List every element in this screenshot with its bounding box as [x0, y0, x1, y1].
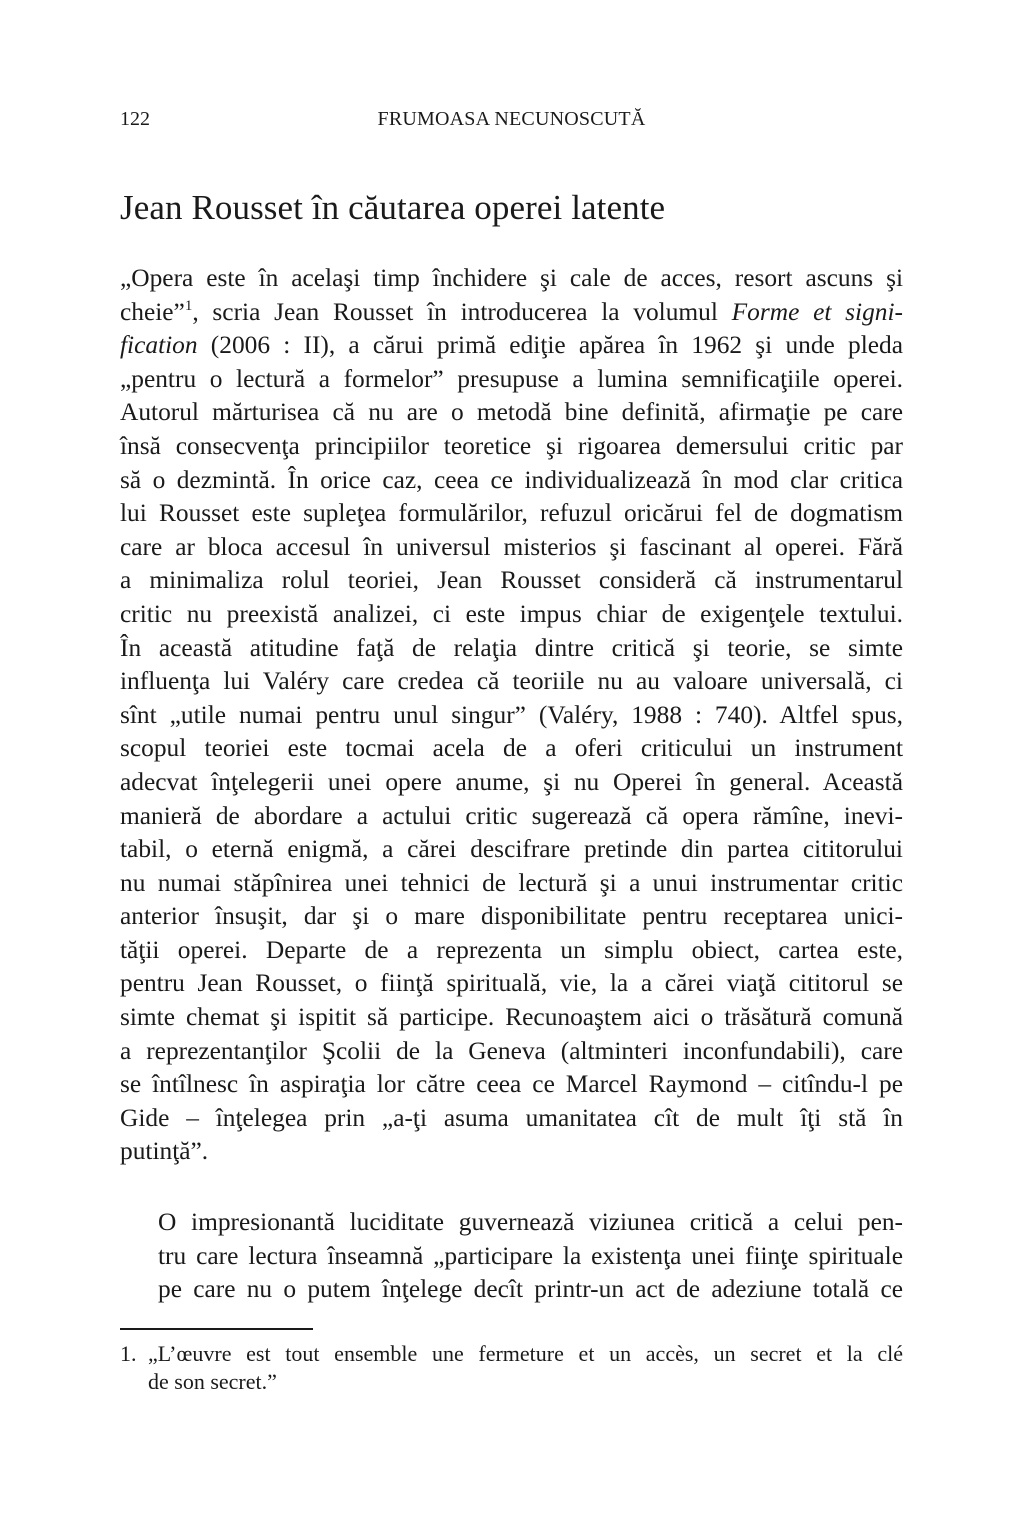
footnote-line: de son secret.” — [148, 1369, 277, 1394]
footnote-separator — [120, 1328, 313, 1330]
text-line: Gide – înţelegea prin „a-ţi asuma umanitatea cît de mult îţi stă în — [120, 1103, 903, 1132]
text-line: În această atitudine faţă de relaţia dintre critică şi teorie, se simte — [120, 633, 903, 662]
footnote-line: „L’œuvre est tout ensemble une fermeture et un accès, un secret et la clé — [148, 1341, 903, 1366]
text-line: pentru Jean Rousset, o fiinţă spirituală, vie, la a cărei viaţă cititorul se — [120, 969, 903, 998]
text-line: care ar bloca accesul în universul misterios şi fascinant al operei. Fără — [120, 532, 903, 561]
text-line: scopul teoriei este tocmai acela de a oferi criticului un instrument — [120, 734, 903, 763]
text-line: anterior însuşit, dar şi o mare disponibilitate pentru receptarea unici- — [120, 902, 903, 931]
text-line: Autorul mărturisea că nu are o metodă bine definită, afirmaţie pe care — [120, 398, 903, 427]
quote-end: cheie” — [120, 297, 185, 326]
footnote-reference[interactable]: 1 — [184, 297, 193, 314]
book-title-italic: fication — [120, 331, 198, 360]
text-line: tabil, o eternă enigmă, a cărei descifrare pretinde din partea cititorului — [120, 835, 903, 864]
body-text — [120, 262, 903, 1307]
text-line: se întîlnesc în aspiraţia lor către ceea ce Marcel Raymond – citîndu-l pe — [120, 1070, 903, 1099]
running-header — [120, 108, 903, 138]
text-line: adecvat înţelegerii unei opere anume, şi nu Operei în general. Această — [120, 767, 903, 796]
text-line: sînt „utile numai pentru unul singur” (Valéry, 1988 : 740). Altfel spus, — [120, 700, 903, 729]
text-line: O impresionantă luciditate guvernează viziunea critică a celui pen- — [158, 1208, 903, 1237]
text-fragment: , scria Jean Rousset în introducerea la volumul — [192, 297, 732, 326]
text-line: putinţă”. — [120, 1137, 209, 1166]
paragraph-1 — [120, 262, 903, 1169]
book-title-italic: Forme et signi- — [731, 297, 903, 326]
footnote-number: 1. — [120, 1341, 137, 1366]
text-line: influenţa lui Valéry care credea că teoriile nu au valoare universală, ci — [120, 667, 903, 696]
text-line: nu numai stăpînirea unei tehnici de lectură şi a unui instrumentar critic — [120, 868, 903, 897]
text-line: tru care lectura înseamnă „participare la existenţa unei fiinţe spirituale — [158, 1241, 903, 1270]
text-line: pe care nu o putem înţelege decît printr-un act de adeziune totală ce — [158, 1275, 903, 1304]
text-line: critic nu preexistă analizei, ci este impus chiar de exigenţele textului. — [120, 599, 903, 628]
text-line — [120, 329, 903, 363]
paragraph-2 — [120, 1206, 903, 1307]
footnote-text — [148, 1340, 903, 1396]
text-line — [120, 296, 903, 330]
text-line: lui Rousset este supleţea formulărilor, refuzul oricărui fel de dogmatism — [120, 499, 903, 528]
running-title: FRUMOASA NECUNOSCUTĂ — [377, 108, 646, 130]
chapter-title: Jean Rousset în căutarea operei latente — [120, 188, 666, 227]
text-line: tăţii operei. Departe de a reprezenta un simplu obiect, cartea este, — [120, 935, 903, 964]
text-line: să o dezmintă. În orice caz, ceea ce individualizează în mod clar critica — [120, 465, 903, 494]
text-line: a minimaliza rolul teoriei, Jean Rousset consideră că instrumentarul — [120, 566, 903, 595]
page-number: 122 — [120, 108, 150, 130]
text-line: manieră de abordare a actului critic sugerează că opera rămîne, inevi- — [120, 801, 903, 830]
text-line: „pentru o lectură a formelor” presupuse a lumina semnificaţiile operei. — [120, 364, 903, 393]
text-line: simte chemat şi ispitit să participe. Recunoaştem aici o trăsătură comună — [120, 1003, 903, 1032]
text-fragment: (2006 : II), a cărui primă ediţie apărea în 1962 şi unde pleda — [197, 331, 903, 360]
footnote-1 — [120, 1340, 903, 1396]
text-line: însă consecvenţa principiilor teoretice şi rigoarea demersului critic par — [120, 431, 903, 460]
text-line: „Opera este în acelaşi timp închidere şi cale de acces, resort ascuns şi — [120, 264, 903, 292]
text-line: a reprezentanţilor Şcolii de la Geneva (altminteri inconfundabili), care — [120, 1036, 903, 1065]
